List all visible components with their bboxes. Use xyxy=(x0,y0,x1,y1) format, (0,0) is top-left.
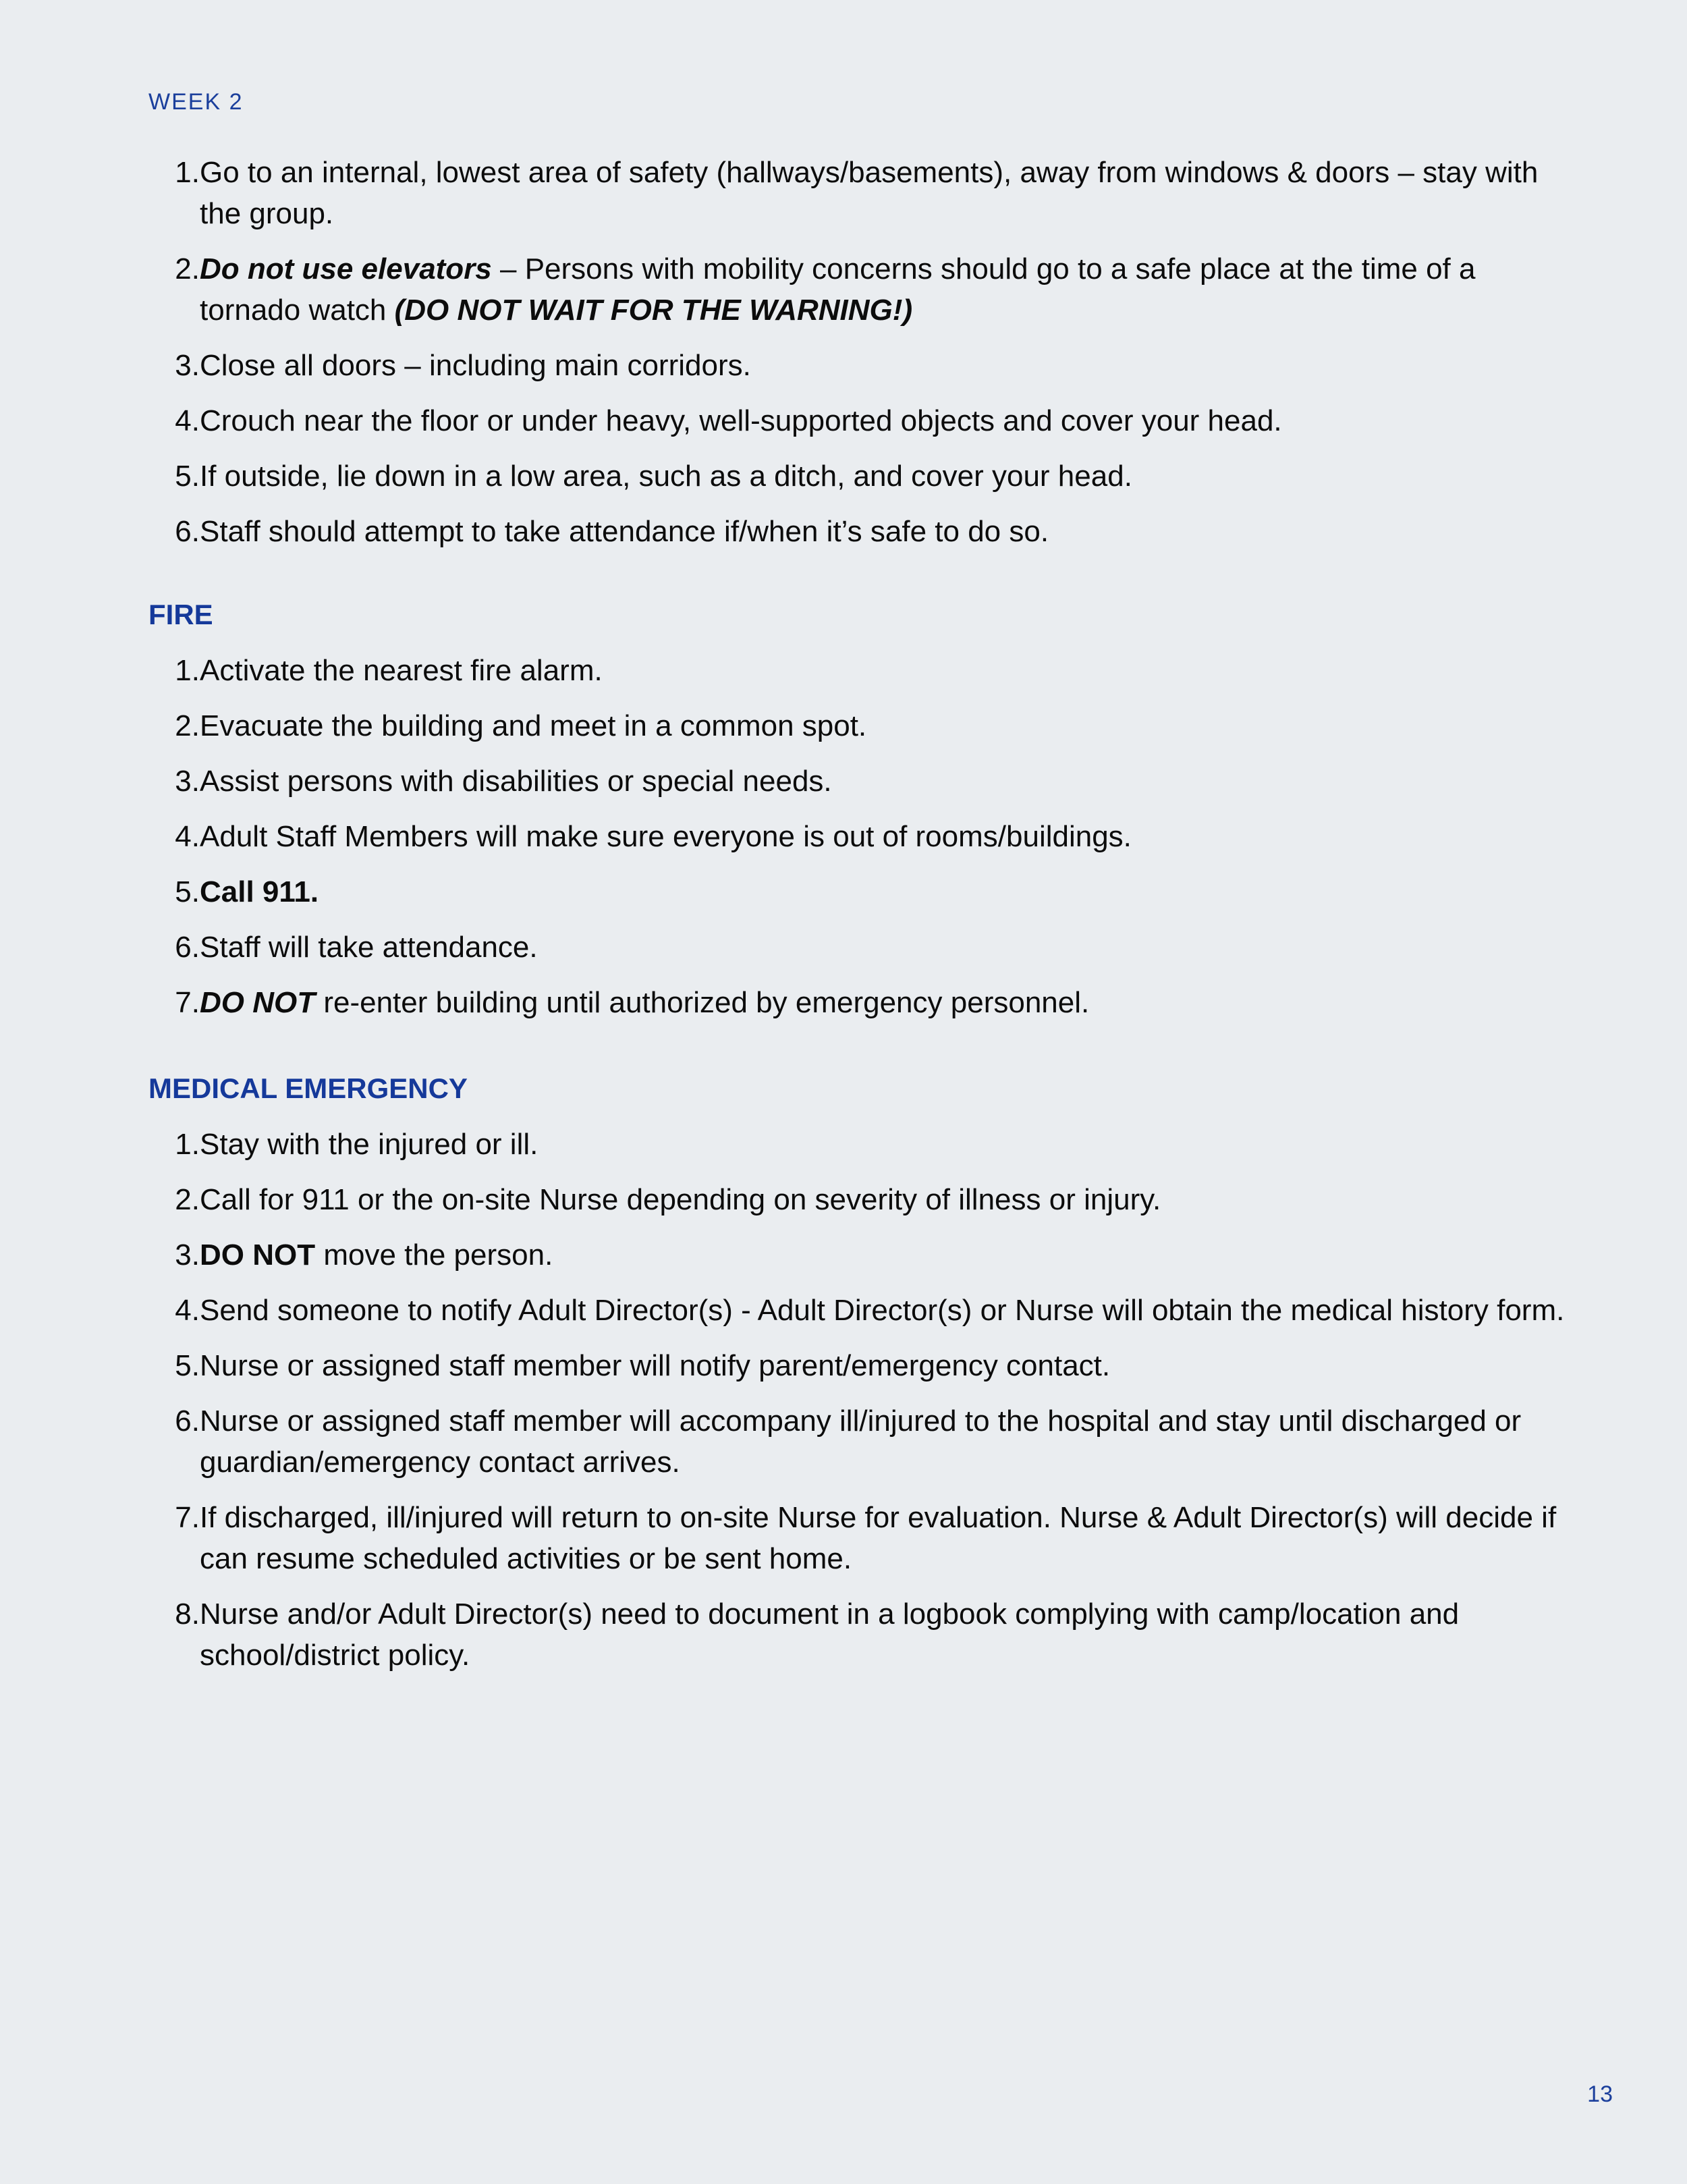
list-item xyxy=(148,1497,1566,1579)
list-item-number: 4. xyxy=(175,1294,200,1327)
list-item-text: Send someone to notify Adult Director(s) - Adult Director(s) or Nurse will obtain the medical history form. xyxy=(200,1294,1565,1327)
list-item-number: 6. xyxy=(175,515,200,548)
list-item-number: 1. xyxy=(175,1128,200,1161)
medical-steps-list xyxy=(148,1124,1566,1690)
list-item xyxy=(148,1179,1566,1220)
list-item-text: Assist persons with disabilities or special needs. xyxy=(200,765,832,798)
list-item-number: 1. xyxy=(175,654,200,687)
list-item-number: 7. xyxy=(175,986,200,1019)
section-heading-fire: FIRE xyxy=(148,599,213,630)
list-item xyxy=(148,400,1566,441)
list-item xyxy=(148,650,1566,691)
list-item-number: 6. xyxy=(175,931,200,964)
list-item-text: Call for 911 or the on-site Nurse depending on severity of illness or injury. xyxy=(200,1183,1161,1216)
list-item-number: 3. xyxy=(175,349,200,382)
list-item-text: Crouch near the floor or under heavy, well-supported objects and cover your head. xyxy=(200,404,1282,437)
list-item xyxy=(148,816,1566,857)
list-item xyxy=(148,871,1566,912)
list-item-text: Go to an internal, lowest area of safety (hallways/basements), away from windows & doors – stay with the group. xyxy=(200,156,1539,230)
list-item xyxy=(148,456,1566,497)
list-item-emphasis: Call 911. xyxy=(200,875,319,908)
list-item-number: 4. xyxy=(175,820,200,853)
list-item-emphasis: Do not use elevators xyxy=(200,252,492,285)
list-item xyxy=(148,1290,1566,1331)
list-item xyxy=(148,345,1566,386)
list-item-text: Staff will take attendance. xyxy=(200,931,538,964)
list-item xyxy=(148,705,1566,746)
list-item-text: If discharged, ill/injured will return to on-site Nurse for evaluation. Nurse & Adult Director(s) will decide if can resume scheduled activities or be sent home. xyxy=(200,1501,1557,1575)
page-number: 13 xyxy=(1587,2081,1613,2107)
list-item xyxy=(148,1593,1566,1676)
list-item xyxy=(148,1234,1566,1276)
week-label: WEEK 2 xyxy=(148,89,244,115)
list-item-text: Nurse or assigned staff member will accompany ill/injured to the hospital and stay until discharged or guardian/emergency contact arrives. xyxy=(200,1404,1522,1479)
list-item-text: Adult Staff Members will make sure everyone is out of rooms/buildings. xyxy=(200,820,1132,853)
list-item xyxy=(148,927,1566,968)
list-item-number: 6. xyxy=(175,1404,200,1438)
section-heading-medical-emergency: MEDICAL EMERGENCY xyxy=(148,1072,468,1104)
list-item-number: 5. xyxy=(175,1349,200,1382)
list-item-number: 5. xyxy=(175,460,200,493)
list-item xyxy=(148,511,1566,552)
fire-steps-list xyxy=(148,650,1566,1037)
list-item-number: 2. xyxy=(175,252,200,285)
list-item-emphasis: DO NOT xyxy=(200,1238,316,1272)
list-item-emphasis: DO NOT xyxy=(200,986,316,1019)
list-item-number: 2. xyxy=(175,1183,200,1216)
list-item-warning: (DO NOT WAIT FOR THE WARNING!) xyxy=(394,294,913,327)
list-item-text: Activate the nearest fire alarm. xyxy=(200,654,603,687)
list-item-text: – Persons with mobility concerns should go to a safe place at the time of a tornado watch xyxy=(200,252,1476,327)
list-item xyxy=(148,248,1566,331)
list-item-text: move the person. xyxy=(315,1238,553,1272)
list-item-number: 5. xyxy=(175,875,200,908)
list-item-number: 8. xyxy=(175,1598,200,1631)
list-item-text: Evacuate the building and meet in a common spot. xyxy=(200,709,867,742)
list-item-number: 3. xyxy=(175,765,200,798)
list-item-number: 1. xyxy=(175,156,200,189)
list-item xyxy=(148,1345,1566,1386)
list-item xyxy=(148,1400,1566,1483)
list-item xyxy=(148,152,1566,234)
list-item-text: Stay with the injured or ill. xyxy=(200,1128,538,1161)
list-item-text: If outside, lie down in a low area, such as a ditch, and cover your head. xyxy=(200,460,1132,493)
list-item xyxy=(148,761,1566,802)
tornado-steps-list xyxy=(148,152,1566,566)
list-item-number: 2. xyxy=(175,709,200,742)
list-item-text: Nurse and/or Adult Director(s) need to document in a logbook complying with camp/location and school/district policy. xyxy=(200,1598,1460,1672)
list-item xyxy=(148,1124,1566,1165)
list-item xyxy=(148,982,1566,1023)
list-item-number: 3. xyxy=(175,1238,200,1272)
list-item-text: Nurse or assigned staff member will notify parent/emergency contact. xyxy=(200,1349,1111,1382)
list-item-text: Staff should attempt to take attendance if/when it’s safe to do so. xyxy=(200,515,1049,548)
list-item-number: 7. xyxy=(175,1501,200,1534)
list-item-text: re-enter building until authorized by emergency personnel. xyxy=(315,986,1090,1019)
list-item-text: Close all doors – including main corridors. xyxy=(200,349,751,382)
list-item-number: 4. xyxy=(175,404,200,437)
